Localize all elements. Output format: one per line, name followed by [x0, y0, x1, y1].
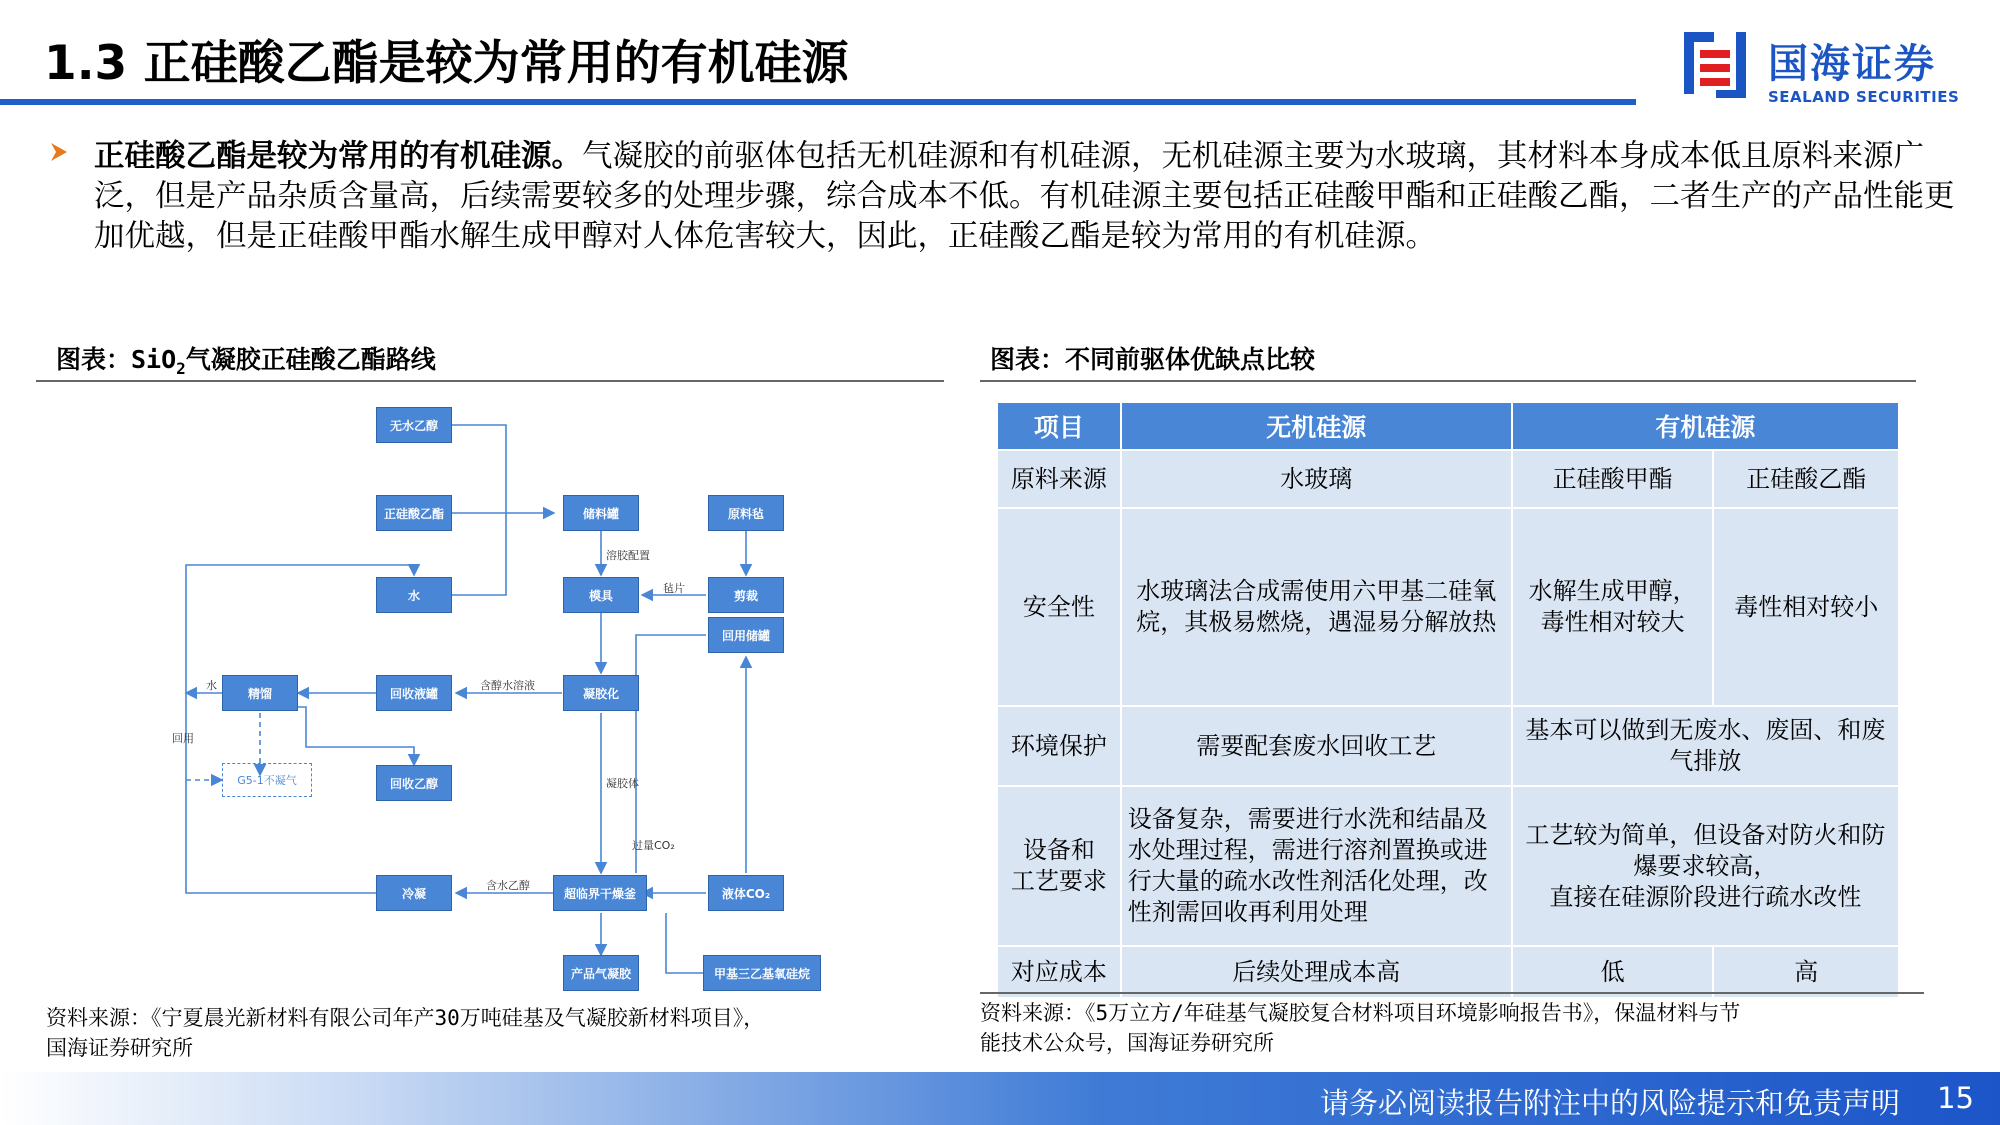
flow-box-reuse-tank: 回用储罐 — [708, 617, 784, 653]
page-number: 15 — [1937, 1081, 1974, 1115]
flow-label-felt-sheet: 毡片 — [663, 582, 685, 595]
flow-box-storage-tank: 储料罐 — [563, 495, 639, 531]
footer-bar — [0, 1072, 2000, 1125]
right-table-bottom-rule — [980, 992, 1924, 994]
flow-box-recovered-ethanol: 回收乙醇 — [376, 765, 452, 801]
table-row-label: 安全性 — [997, 508, 1121, 706]
flow-box-mold: 模具 — [563, 577, 639, 613]
right-figure-rule — [980, 380, 1916, 382]
flow-box-liquid-co2: 液体CO₂ — [708, 875, 784, 911]
table-row-label: 原料来源 — [997, 450, 1121, 508]
logo-cn: 国海证券 — [1768, 41, 1936, 87]
flow-box-noncondensable-gas: G5-1不凝气 — [222, 763, 312, 797]
table-row-label: 设备和 工艺要求 — [997, 786, 1121, 946]
arrow-bullet-icon — [48, 141, 70, 163]
table-header-inorganic: 无机硅源 — [1121, 402, 1512, 450]
table-header-item: 项目 — [997, 402, 1121, 450]
table-header-organic: 有机硅源 — [1512, 402, 1899, 450]
left-figure-source: 资料来源：《宁夏晨光新材料有限公司年产30万吨硅基及气凝胶新材料项目》， 国海证券研究所 — [46, 1006, 765, 1060]
table-cell: 工艺较为简单，但设备对防火和防爆要求较高， 直接在硅源阶段进行疏水改性 — [1512, 786, 1899, 946]
process-flowchart — [36, 395, 956, 995]
table-cell: 正硅酸乙酯 — [1713, 450, 1899, 508]
sealand-logo-icon — [1678, 26, 1758, 106]
table-cell: 高 — [1713, 946, 1899, 998]
page-title: 1.3 正硅酸乙酯是较为常用的有机硅源 — [44, 36, 849, 91]
company-logo — [1678, 26, 1978, 110]
flow-box-water: 水 — [376, 577, 452, 613]
table-cell: 设备复杂，需要进行水洗和结晶及水处理过程，需进行溶剂置换或进行大量的疏水改性剂活化处理，改性剂需回收再利用处理 — [1121, 786, 1512, 946]
flow-connectors — [36, 395, 956, 995]
table-cell: 水解生成甲醇，毒性相对较大 — [1512, 508, 1714, 706]
flow-label-alcohol-solution: 含醇水溶液 — [480, 679, 535, 692]
logo-en: SEALAND SECURITIES — [1768, 88, 1960, 106]
table-cell: 毒性相对较小 — [1713, 508, 1899, 706]
right-figure-source: 资料来源：《5万立方/年硅基气凝胶复合材料项目环境影响报告书》，保温材料与节 能技术公众号，国海证券研究所 — [980, 1001, 1741, 1055]
flow-label-water: 水 — [206, 679, 217, 692]
flow-box-recovery-tank: 回收液罐 — [376, 675, 452, 711]
table-row-label: 环境保护 — [997, 706, 1121, 786]
flow-box-ethanol: 无水乙醇 — [376, 407, 452, 443]
flow-box-gelation: 凝胶化 — [563, 675, 639, 711]
bullet-body: 气凝胶的前驱体包括无机硅源和有机硅源，无机硅源主要为水玻璃，其材料本身成本低且原料来源广泛，但是产品杂质含量高，后续需要较多的处理步骤，综合成本不低。有机硅源主要包括正硅酸甲酯和正硅酸乙酯，二者生产的产品性能更加优越，但是正硅酸甲酯水解生成甲醇对人体危害较大，因此，正硅酸乙酯是较为常用的有机硅源。 — [94, 139, 1955, 254]
flow-label-sol-prep: 溶胶配置 — [606, 549, 650, 562]
right-figure-title: 图表：不同前驱体优缺点比较 — [990, 345, 1316, 374]
left-figure-title: 图表：SiO$_2$气凝胶正硅酸乙酯路线 — [56, 345, 436, 378]
table-cell: 基本可以做到无废水、废固、和废气排放 — [1512, 706, 1899, 786]
bullet-lead: 正硅酸乙酯是较为常用的有机硅源。 — [94, 139, 582, 174]
table-cell: 正硅酸甲酯 — [1512, 450, 1714, 508]
flow-box-aerogel-product: 产品气凝胶 — [563, 955, 639, 991]
table-row-label: 对应成本 — [997, 946, 1121, 998]
footer-disclaimer: 请务必阅读报告附注中的风险提示和免责声明 — [1319, 1086, 1900, 1120]
precursor-comparison-table — [996, 401, 1900, 999]
bullet-text — [94, 137, 1974, 257]
flow-box-teos: 正硅酸乙酯 — [376, 495, 452, 531]
title-divider — [0, 99, 1636, 105]
left-figure-rule — [36, 380, 944, 382]
flow-box-cutting: 剪裁 — [708, 577, 784, 613]
flow-label-water-ethanol: 含水乙醇 — [486, 879, 530, 892]
table-cell: 低 — [1512, 946, 1714, 998]
flow-box-supercritical-dryer: 超临界干燥釜 — [553, 875, 647, 911]
flow-box-raw-felt: 原料毡 — [708, 495, 784, 531]
table-cell: 需要配套废水回收工艺 — [1121, 706, 1512, 786]
flow-label-gel: 凝胶体 — [606, 777, 639, 790]
flow-box-mtes: 甲基三乙基氧硅烷 — [703, 955, 821, 991]
table-cell: 水玻璃 — [1121, 450, 1512, 508]
flow-label-reuse: 回用 — [172, 732, 194, 745]
flow-label-excess-co2: 过量CO₂ — [632, 839, 675, 852]
flow-box-condenser: 冷凝 — [376, 875, 452, 911]
flow-box-distillation: 精馏 — [222, 675, 298, 711]
table-cell: 水玻璃法合成需使用六甲基二硅氧烷，其极易燃烧，遇湿易分解放热 — [1121, 508, 1512, 706]
table-cell: 后续处理成本高 — [1121, 946, 1512, 998]
